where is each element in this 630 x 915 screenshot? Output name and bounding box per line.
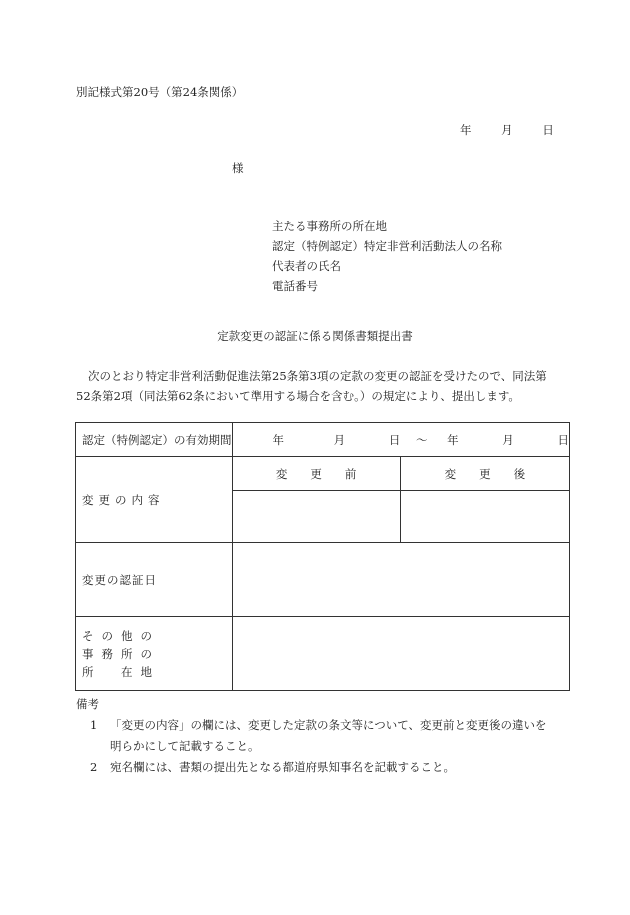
cert-date-label	[76, 543, 233, 617]
char: 所	[121, 646, 133, 661]
char: 他	[121, 628, 133, 643]
char: 務	[101, 646, 113, 661]
date-line	[460, 122, 554, 138]
note-text: 宛名欄には、書類の提出先となる都道府県知事名を記載すること。	[110, 760, 455, 774]
org-name-label: 認定（特例認定）特定非営利活動法人の名称	[272, 239, 502, 253]
date-month: 月	[501, 123, 513, 137]
notes	[76, 694, 566, 778]
form-table	[75, 422, 570, 691]
other-office-label	[76, 617, 233, 691]
char: の	[140, 646, 152, 661]
address-label: 主たる事務所の所在地	[272, 219, 387, 233]
validity-m1: 月	[333, 432, 346, 447]
document-title: 定款変更の認証に係る関係書類提出書	[217, 329, 413, 343]
note-item-1-cont: 明らかにして記載すること。	[110, 739, 260, 753]
char: 在	[121, 664, 133, 679]
before-header: 変 更 前	[232, 457, 400, 491]
phone-label: 電話番号	[272, 279, 318, 293]
validity-value[interactable]	[232, 423, 569, 457]
note-num: 2	[90, 760, 98, 774]
note-item-1	[76, 715, 566, 736]
before-content[interactable]	[232, 491, 400, 543]
form-number: 別記様式第20号（第24条関係）	[76, 85, 244, 99]
cert-date-label-text: 変更の認証日	[82, 572, 157, 587]
char	[102, 664, 122, 680]
validity-tilde: ～	[415, 432, 428, 447]
change-label	[76, 457, 233, 543]
char: そ	[82, 628, 94, 643]
validity-m2: 月	[502, 432, 514, 447]
validity-d2: 日	[557, 432, 569, 447]
validity-y2: 年	[447, 432, 459, 447]
note-text: 「変更の内容」の欄には、変更した定款の条文等について、変更前と変更後の違いを	[110, 718, 547, 732]
sender-block	[272, 216, 502, 296]
date-day: 日	[542, 123, 554, 137]
validity-label	[76, 423, 233, 457]
other-office-value[interactable]	[232, 617, 569, 691]
after-content[interactable]	[400, 491, 569, 543]
addressee-suffix: 様	[232, 161, 244, 175]
char: 地	[140, 664, 152, 679]
change-label-text: 変更の内容	[82, 492, 165, 507]
validity-label-text: 認定（特例認定）の有効期間	[82, 432, 232, 447]
body-text	[76, 366, 558, 406]
char: 事	[82, 646, 94, 661]
note-num: 1	[90, 718, 98, 732]
after-header: 変 更 後	[400, 457, 569, 491]
cert-date-value[interactable]	[232, 543, 569, 617]
note-item-2	[76, 757, 566, 778]
notes-heading: 備考	[76, 697, 99, 711]
rep-name-label: 代表者の氏名	[272, 259, 341, 273]
body-paragraph: 次のとおり特定非営利活動促進法第25条第3項の定款の変更の認証を受けたので、同法第52条第2項（同法第62条において準用する場合を含む。）の規定により、提出します。	[76, 369, 547, 403]
other-office-grid	[82, 628, 160, 680]
validity-d1: 日	[388, 432, 401, 447]
char: の	[140, 628, 152, 643]
char: 所	[82, 664, 94, 679]
validity-y1: 年	[272, 432, 284, 447]
date-year: 年	[460, 123, 472, 137]
char: の	[101, 628, 113, 643]
